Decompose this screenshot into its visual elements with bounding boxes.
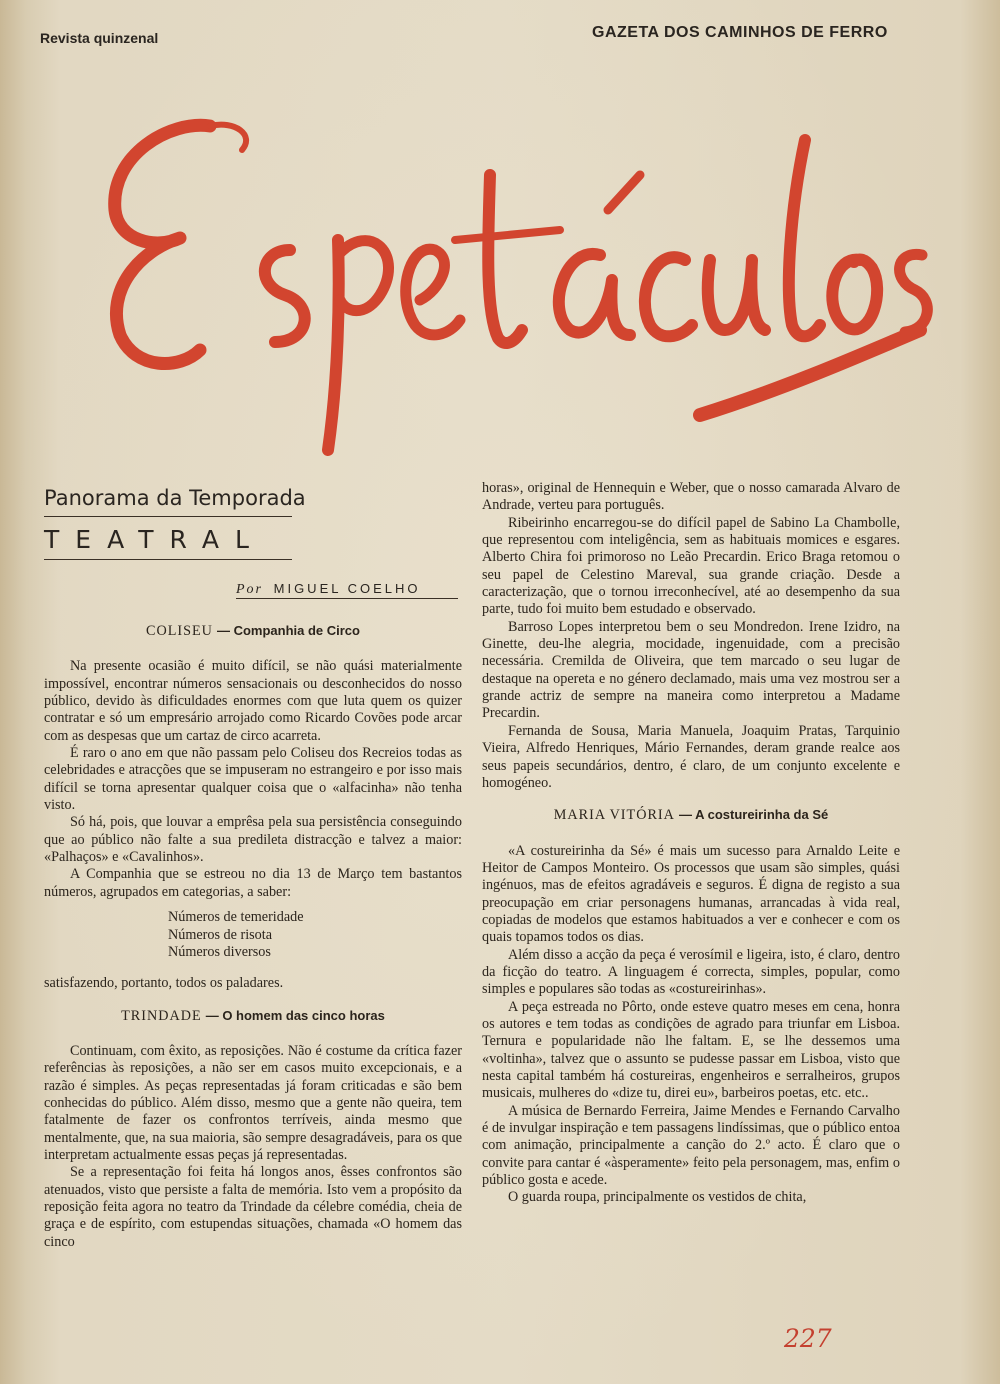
category-list bbox=[168, 909, 462, 961]
paragraph: «A costureirinha da Sé» é mais um sucesso para Arnaldo Leite e Heitor de Campos Monteiro. Os processos que usam são simples, quási ingénuos, mas de efeitos agradáveis e seguros. É digna de registo a sua preocupação em criar personagens humanas, arrancadas à vida real, copiadas de modelos que estamos habituados a ver e conhecer e com os quais topamos todos os dias. bbox=[482, 842, 900, 946]
paragraph: satisfazendo, portanto, todos os paladares. bbox=[44, 975, 284, 992]
paragraph: horas», original de Hennequin e Weber, que o nosso camarada Alvaro de Andrade, verteu para português. bbox=[482, 480, 900, 514]
play-title: — O homem das cinco horas bbox=[205, 1007, 385, 1023]
paragraph: É raro o ano em que não passam pelo Coliseu dos Recreios todas as celebridades e atracções que se impuseram no estrangeiro e por isso mais difícil se torna apresentar qualquer coisa que o «alfacinha» não tenha visto. bbox=[44, 745, 462, 814]
venue-name: COLISEU bbox=[146, 623, 213, 639]
subhead-coliseu bbox=[44, 622, 462, 640]
title-underline bbox=[44, 559, 292, 560]
paragraph: A peça estreada no Pôrto, onde esteve quatro meses em cena, honra os autores e tem todas as condições de agrado para triunfar em Lisboa. Ternura e popularidade não lhe faltam. E, se lhe dessemos uma «voltinha», talvez que o assunto se pudesse passar em Lisboa, visto que nesta capital também há costureiras, engenheiros e serralheiros, grupos musicais, mulheres do «dize tu, direi eu», barbeiros poetas, etc. etc.. bbox=[482, 998, 900, 1102]
espetaculos-logo bbox=[60, 80, 940, 470]
subhead-maria-vitoria bbox=[482, 806, 900, 824]
byline-author: MIGUEL COELHO bbox=[273, 581, 421, 596]
paragraph: Continuam, com êxito, as reposições. Não é costume da crítica fazer referências às reposições, a não ser em casos muito excepcionais, e a razão é simples. As peças representadas já foram criticadas e são bem conhecidas do público. Além disso, mesmo que a gente não queira, tem fatalmente de fazer os confrontos terríveis, ainda mesmo que mentalmente, que, na sua maioria, são sempre desagradáveis, para os que interpretam actualmente essas peças já representadas. bbox=[44, 1042, 462, 1163]
section-kicker: Panorama da Temporada bbox=[44, 486, 306, 510]
paragraph: Fernanda de Sousa, Maria Manuela, Joaquim Pratas, Tarquinio Vieira, Alfredo Henriques, Mário Fernandes, deram grande realce aos seus papeis secundários, dentro, é claro, de um conjunto excelente e homogéneo. bbox=[482, 722, 900, 791]
paragraph: Na presente ocasião é muito difícil, se não quási materialmente impossível, encontrar números sensacionais ou desconhecidos do nosso público, devido às dificuldades enormes com que luta quem os quizer contratar e só um empresário arrojado como Ricardo Covões pode arcar com as despesas que um cartaz de circo acarreta. bbox=[44, 658, 462, 744]
list-item: Números de risota bbox=[168, 926, 273, 943]
list-item: Números de temeridade bbox=[168, 909, 304, 926]
play-title: — Companhia de Circo bbox=[216, 623, 360, 638]
header-periodicity: Revista quinzenal bbox=[40, 30, 159, 46]
header-publication-title: GAZETA DOS CAMINHOS DE FERRO bbox=[592, 24, 888, 41]
section-title: TEATRAL bbox=[44, 525, 265, 554]
right-column bbox=[482, 480, 900, 1207]
byline-underline bbox=[236, 598, 458, 599]
list-item: Números diversos bbox=[168, 943, 271, 960]
paragraph: Só há, pois, que louvar a emprêsa pela sua persistência conseguindo que ao público não falte a sua predileta distracção e talvez a maior: «Palhaços» e «Cavalinhos». bbox=[44, 814, 462, 866]
paragraph: Barroso Lopes interpretou bem o seu Mondredon. Irene Izidro, na Ginette, deu-lhe alegria, mocidade, ingenuidade, com a precisão necessária. Cremilda de Oliveira, que tem marcado o seu lugar de destaque na opereta e no género declamado, mais uma vez mostrou ser a grande actriz de sempre na maneira como interpretou a Madame Precardin. bbox=[482, 618, 900, 722]
page-number: 227 bbox=[784, 1324, 832, 1353]
subhead-trindade bbox=[44, 1007, 462, 1025]
byline bbox=[236, 581, 421, 598]
byline-prefix: Por bbox=[236, 582, 263, 597]
venue-name: TRINDADE bbox=[121, 1007, 202, 1024]
paragraph: A música de Bernardo Ferreira, Jaime Mendes e Fernando Carvalho é de invulgar inspiração e tem passagens lindíssimas, que o público entoa com animação, principalmente a canção do 2.º acto. É claro que o convite para cantar é «àsperamente» feito pela personagem, mas, enfim o público gosta e acede. bbox=[482, 1102, 900, 1189]
paragraph: Se a representação foi feita há longos anos, êsses confrontos são atenuados, visto que persiste a falta de memória. Isto vem a propósito da reposição feita agora no teatro da Trindade da célebre comédia, cheia de graça e de espírito, com estupendas situações, chamada «O homem das cinco bbox=[44, 1164, 462, 1250]
kicker-underline bbox=[44, 516, 292, 517]
paragraph: A Companhia que se estreou no dia 13 de Março tem bastantos números, agrupados em categorias, a saber: bbox=[44, 866, 462, 900]
paragraph: Ribeirinho encarregou-se do difícil papel de Sabino La Chambolle, que representou com inteligência, sem as habituais momices e esgares. Alberto Chira foi primoroso no Leão Precardin. Erico Braga retomou o seu papel de Celestino Mareval, sua grande criação. Desde a caracterização, que o tornou irreconhecível, até ao desempenho da sua parte, tudo foi muito bem estudado e observado. bbox=[482, 514, 900, 618]
play-title: — A costureirinha da Sé bbox=[678, 807, 829, 823]
paragraph: O guarda roupa, principalmente os vestidos de chita, bbox=[508, 1189, 807, 1206]
venue-name: MARIA VITÓRIA bbox=[553, 807, 675, 824]
paragraph: Além disso a acção da peça é verosímil e ligeira, isto, é claro, dentro da ficção do teatro. A linguagem é correcta, simples, popular, como simples e populares são todas as «costureirinhas». bbox=[482, 946, 900, 998]
left-column bbox=[44, 622, 462, 1251]
